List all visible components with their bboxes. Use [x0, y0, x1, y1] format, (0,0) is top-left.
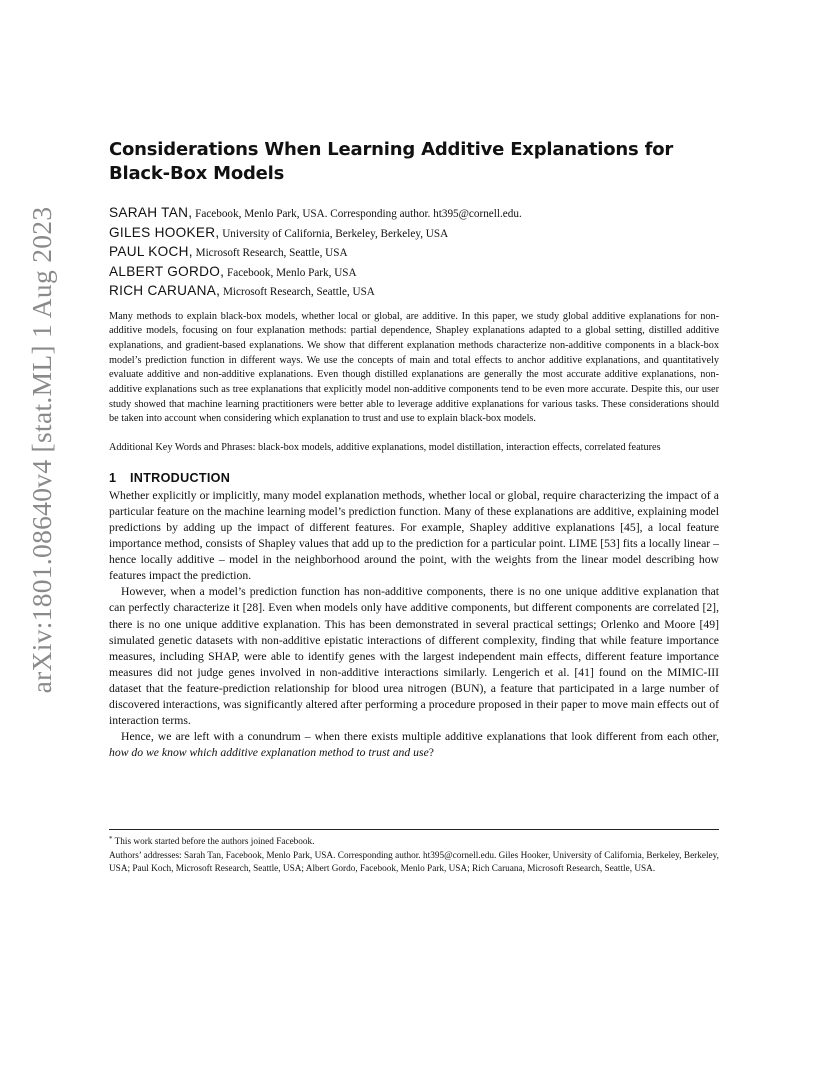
intro-paragraph-3-start: Hence, we are left with a conundrum – when there exists multiple additive explanations that look different from each other, [121, 729, 719, 743]
author-affiliation: Facebook, Menlo Park, USA. Corresponding author. ht395@cornell.edu. [192, 208, 522, 220]
arxiv-identifier: arXiv:1801.08640v4 [stat.ML] 1 Aug 2023 [26, 206, 57, 694]
author-name: RICH CARUANA, [109, 283, 221, 298]
author-entry [109, 243, 719, 263]
author-affiliation: Microsoft Research, Seattle, USA [220, 286, 375, 298]
author-entry [109, 282, 719, 302]
footnote-divider [109, 829, 719, 830]
footnote-marker: * [109, 835, 113, 843]
section-number: 1 [109, 471, 117, 486]
paper-page [109, 138, 719, 761]
author-affiliation: Microsoft Research, Seattle, USA [192, 247, 348, 259]
intro-paragraph-3 [109, 729, 719, 761]
author-name: PAUL KOCH, [109, 244, 193, 259]
section-title: INTRODUCTION [130, 471, 231, 486]
author-name: GILES HOOKER, [109, 224, 220, 240]
section-heading-introduction [109, 470, 719, 486]
paper-title: Considerations When Learning Additive Explanations for Black-Box Models [109, 139, 674, 184]
author-entry [109, 204, 719, 224]
author-entry [109, 224, 719, 244]
keywords: Additional Key Words and Phrases: black-box models, additive explanations, model distillation, interaction effects, correlated features [109, 442, 661, 454]
author-entry [109, 263, 719, 283]
footnote-addresses: Authors’ addresses: Sarah Tan, Facebook, Menlo Park, USA. Corresponding author. ht395@cornell.edu. Giles Hooker, University of California, Berkeley, Berkeley, USA; Paul Koch, Microsoft Research, Seattle, USA; Albert Gordo, Facebook, Menlo Park, USA; Rich Caruana, Microsoft Research, Seattle, USA. [109, 850, 719, 875]
intro-paragraph-3-question: how do we know which additive explanation method to trust and use [109, 745, 429, 759]
intro-paragraph-3-end: ? [428, 745, 434, 759]
footnote-facebook [109, 833, 719, 850]
arxiv-sidebar-stamp [18, 150, 66, 750]
author-name: ALBERT GORDO, [109, 263, 225, 279]
footnotes [109, 833, 719, 877]
author-affiliation: University of California, Berkeley, Berkeley, USA [219, 227, 449, 240]
author-name: SARAH TAN, [109, 205, 193, 220]
intro-paragraph-1: Whether explicitly or implicitly, many model explanation methods, whether local or global, require characterizing the impact of a particular feature on the machine learning model’s prediction function. Many of these explanations are additive, explaining model predictions by adding up the impact of different features. For example, Shapley additive explanations [45], a local feature importance method, consists of Shapley values that add up to the prediction for a particular point. LIME [53] fits a locally linear – hence locally additive – model in the neighborhood around the point, with the weights from the linear model describing how features impact the prediction. [109, 489, 719, 583]
author-affiliation: Facebook, Menlo Park, USA [224, 266, 357, 279]
abstract: Many methods to explain black-box models, whether local or global, are additive. In this paper, we study global additive explanations for non-additive models, focusing on four explanation methods: partial dependence, Shapley explanations adapted to a global setting, distilled additive explanations, and gradient-based explanations. We show that different explanation methods characterize non-additive components in a black-box model’s prediction function in different ways. We use the concepts of main and total effects to anchor additive explanations, and quantitatively evaluate additive and non-additive explanations. Even though distilled explanations are generally the most accurate additive explanations, non-additive explanations such as tree explanations that explicitly model non-additive components tend to be even more accurate. Despite this, our user study showed that machine learning practitioners were better able to leverage additive explanations for various tasks. These considerations should be taken into account when considering which explanation to trust and use to explain black-box models. [109, 310, 719, 425]
intro-paragraph-2: However, when a model’s prediction function has non-additive components, there is no one unique additive explanation that can perfectly characterize it [28]. Even when models only have additive components, but different components are correlated [2], there is no one unique additive explanation. This has been demonstrated in several practical settings; Orlenko and Moore [49] simulated genetic datasets with non-additive epistatic interactions of different complexity, finding that while feature importance measures, including SHAP, were able to identify genes with the largest independent main effects, different feature importance measures did not judge genes involved in non-additive interactions similarly. Lengerich et al. [41] found on the MIMIC-III dataset that the feature-prediction relationship for blood urea nitrogen (BUN), a feature that participated in a large number of discovered interactions, was significantly altered after performing a procedure proposed in their paper to move main effects out of interaction terms. [109, 585, 719, 727]
footnote-text: This work started before the authors joined Facebook. [112, 837, 315, 847]
author-list [109, 204, 719, 302]
